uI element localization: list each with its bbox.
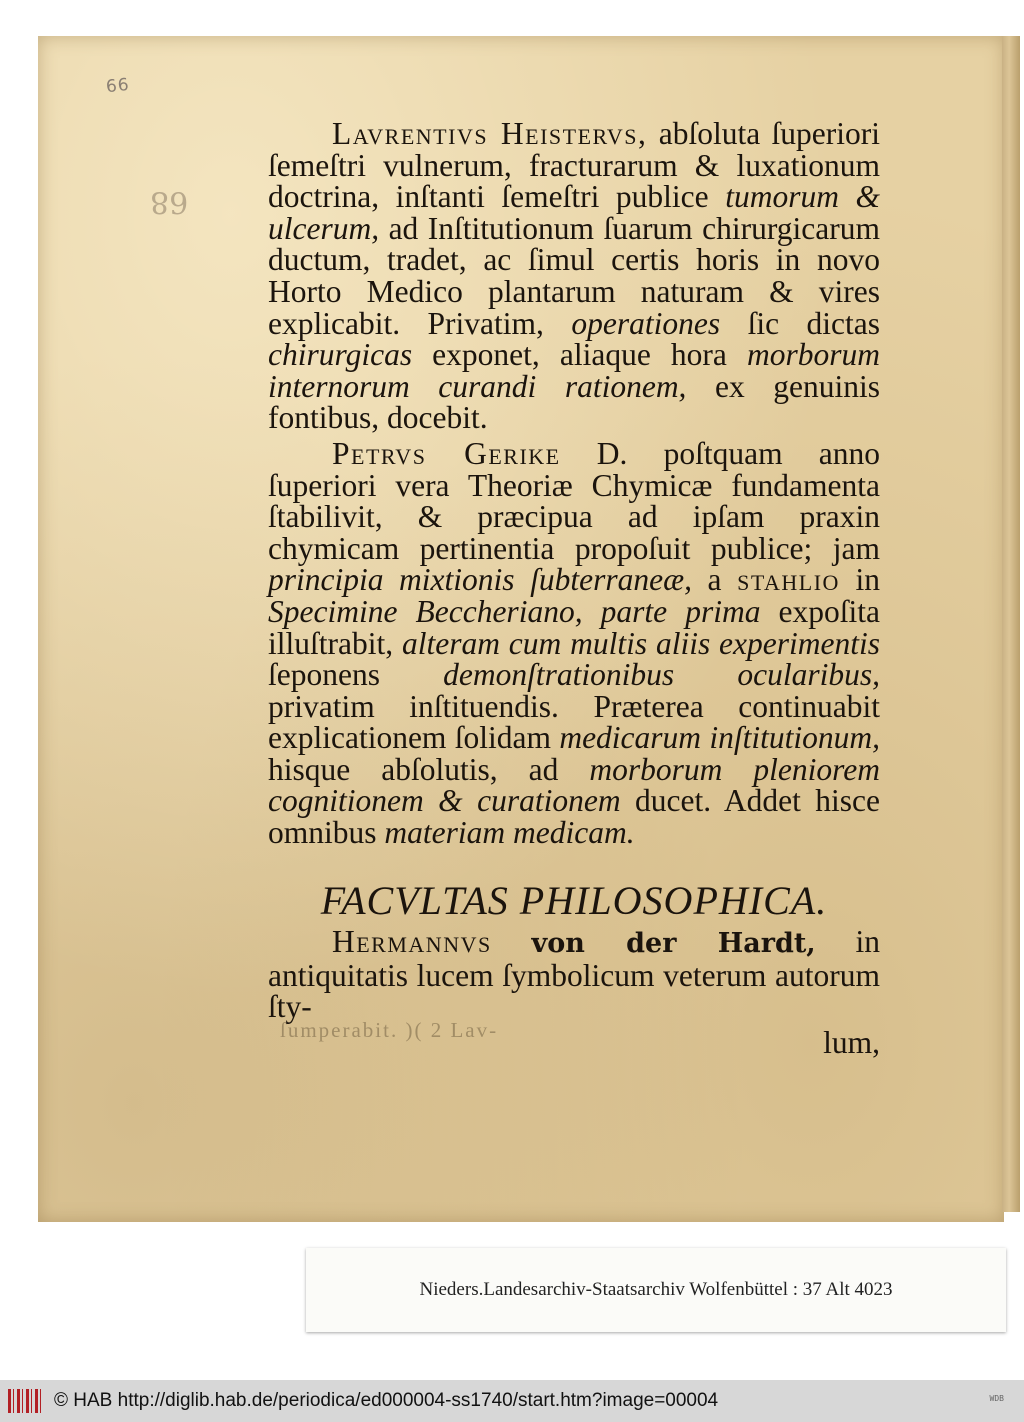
person-name: Hermannvs — [332, 924, 492, 960]
footer-bar — [0, 1380, 1024, 1422]
archive-label — [306, 1248, 1006, 1332]
person-name: Lavrentivs Heistervs, — [332, 116, 648, 151]
text-run: hisque abſolutis, ad — [268, 751, 590, 787]
text-run: exponet, aliaque hora — [412, 337, 747, 373]
paragraph-gerike — [268, 435, 881, 851]
italic-run: morborum internorum curandi rationem, — [268, 337, 880, 404]
archive-label-text: Nieders.Landesarchiv-Staatsarchiv Wolfenbüttel : 37 Alt 4023 — [419, 1279, 893, 1300]
person-name: Petrvs Gerike — [332, 435, 561, 471]
italic-run: medicarum inſtitutionum, — [559, 720, 881, 756]
text-run: in antiquitatis lucem ſymbolicum veterum autorum ſty- — [268, 924, 880, 1025]
paragraph-heisterus — [268, 118, 880, 434]
text-run: a — [691, 562, 738, 598]
section-heading: FACVLTAS PHILOSOPHICA. — [320, 877, 828, 923]
italic-run: morborum pleniorem cognitionem & curationem — [268, 751, 880, 819]
footer-tiny-mark: WDB — [989, 1394, 1004, 1403]
text-run: privatim inſtituendis. Præterea continuabit explicationem ſolidam — [268, 688, 880, 756]
bleed-through-text: ſumperabit. )( 2 Lav- — [280, 1018, 499, 1042]
faded-stamp-mark: 68 — [150, 184, 189, 219]
text-run: in — [839, 562, 880, 598]
main-text-block — [268, 118, 880, 1059]
italic-run: tumorum & ulcerum, — [268, 179, 880, 246]
footer-copyright-link[interactable]: © HAB http://diglib.hab.de/periodica/ed000004-ss1740/start.htm?image=00004 — [54, 1390, 719, 1411]
text-run: abſoluta ſuperiori ſemeſtri vulnerum, fracturarum & luxationum doctrina, inſtanti ſemeſtri publice — [268, 116, 880, 215]
paragraph-von-der-hardt — [268, 926, 880, 1023]
italic-run: materiam medicam. — [384, 815, 635, 851]
text-run: ſeponens — [268, 657, 444, 693]
italic-run: alteram cum multis aliis experimentis — [401, 625, 880, 661]
text-run: D. poſtquam anno ſuperiori vera Theoriæ Chymicæ fundamenta ſtabilivit, & præcipua ad ipſam praxin chymicam pertinentia propoſuit publice; jam — [268, 435, 880, 566]
text-run: expoſita illuſtrabit, — [268, 593, 881, 661]
pencil-margin-note: 66 — [105, 74, 131, 98]
italic-run: operationes — [571, 305, 721, 341]
text-run: ſic dictas — [720, 305, 880, 341]
person-name: stahlio — [737, 562, 840, 598]
italic-run: Specimine Beccheriano, parte prima — [268, 593, 761, 629]
text-run: ad Inſtitutionum ſuarum chirurgicarum ductum, tradet, ac ſimul certis horis in novo Horto Medico plantarum naturam & vires explicabit. Privatim, — [268, 210, 880, 341]
text-run: ex genuinis fontibus, docebit. — [268, 368, 880, 436]
italic-run: principia mixtionis ſubterraneæ, — [268, 562, 692, 598]
text-run: ducet. Addet hisce omnibus — [268, 783, 880, 851]
italic-run: demonſtrationibus ocularibus, — [443, 657, 880, 693]
hab-barcode-icon — [8, 1389, 42, 1413]
italic-run: chirurgicas — [268, 337, 413, 373]
catchword: lum, — [823, 1025, 880, 1061]
fraktur-name: von der Hardt, — [531, 928, 816, 960]
paper-fold — [1002, 36, 1020, 1212]
